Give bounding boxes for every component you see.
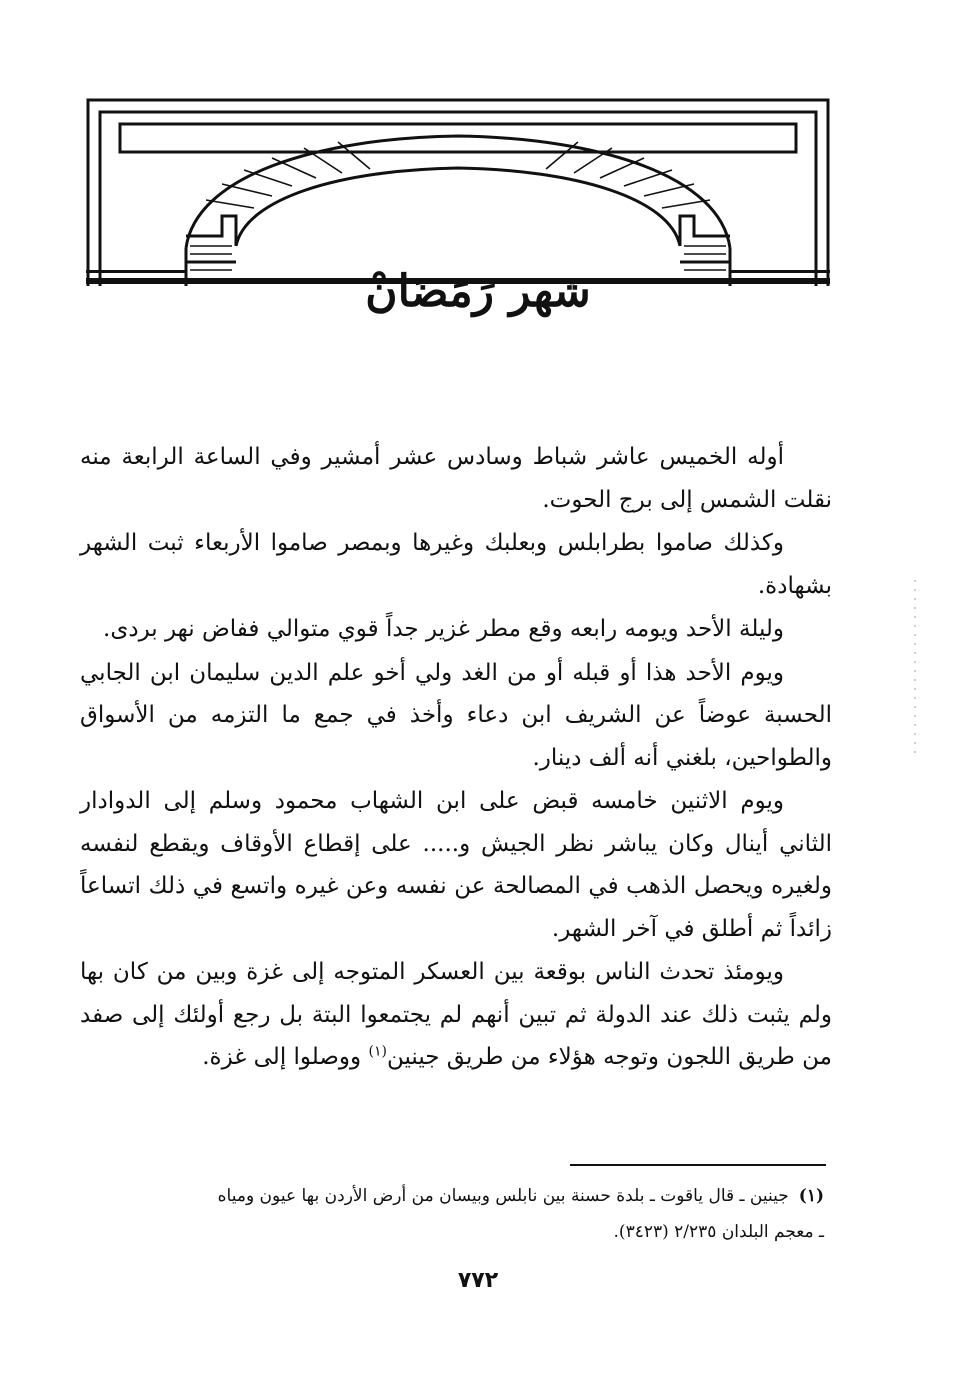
body-text — [80, 436, 832, 1079]
footnote-text: جينين ـ قال ياقوت ـ بلدة حسنة بين نابلس وبيسان من أرض الأردن بها عيون ومياه — [217, 1186, 789, 1206]
footnote-separator — [570, 1164, 826, 1166]
scan-edge-mark — [914, 580, 916, 760]
paragraph-1: أوله الخميس عاشر شباط وسادس عشر أمشير وفي الساعة الرابعة منه نقلت الشمس إلى برج الحوت. — [80, 444, 832, 513]
page-number: ٧٧٢ — [457, 1268, 499, 1293]
paragraph-6-end: ووصلوا إلى غزة. — [202, 1044, 369, 1070]
paragraph-3: وليلة الأحد ويومه رابعه وقع مطر غزير جداً قوي متوالي ففاض نهر بردى. — [103, 616, 784, 642]
footnote-continuation: ـ معجم البلدان ٢/٢٣٥ (٣٤٢٣). — [613, 1222, 824, 1242]
paragraph-5: ويوم الاثنين خامسه قبض على ابن الشهاب محمود وسلم إلى الدوادار الثاني أينال وكان يباشر نظر الجيش و..... على إقطاع الأوقاف ويقطع لنفسه ولغيره ويحصل الذهب في المصالحة عن نفسه وعن غيره واتسع في ذلك اتساعاً زائداً ثم أطلق في آخر الشهر. — [80, 788, 832, 942]
footnote-reference[interactable]: (١) — [368, 1043, 387, 1060]
header-ornament — [86, 96, 830, 290]
footnote-1 — [80, 1178, 824, 1214]
paragraph-2: وكذلك صاموا بطرابلس وبعلبك وغيرها وبمصر صاموا الأربعاء ثبت الشهر بشهادة. — [80, 530, 832, 599]
paragraph-4: ويوم الأحد هذا أو قبله أو من الغد ولي أخو علم الدين سليمان ابن الجابي الحسبة عوضاً عن الشريف ابن دعاء وأخذ في جمع ما التزمه من الأسواق والطواحين، بلغني أنه ألف دينار. — [80, 659, 832, 771]
chapter-title: شهر رَمَضَانْ — [365, 266, 591, 317]
footnotes — [80, 1178, 824, 1250]
footnote-marker: (١) — [798, 1186, 824, 1206]
paragraph-6 — [80, 951, 832, 1079]
paragraph-6-text: ويومئذ تحدث الناس بوقعة بين العسكر المتوجه إلى غزة وبين من كان بها ولم يثبت ذلك عند الدولة ثم تبين أنهم لم يجتمعوا البتة بل رجع أولئك إلى صفد من طريق اللجون وتوجه هؤلاء من طريق جينين — [80, 959, 832, 1070]
